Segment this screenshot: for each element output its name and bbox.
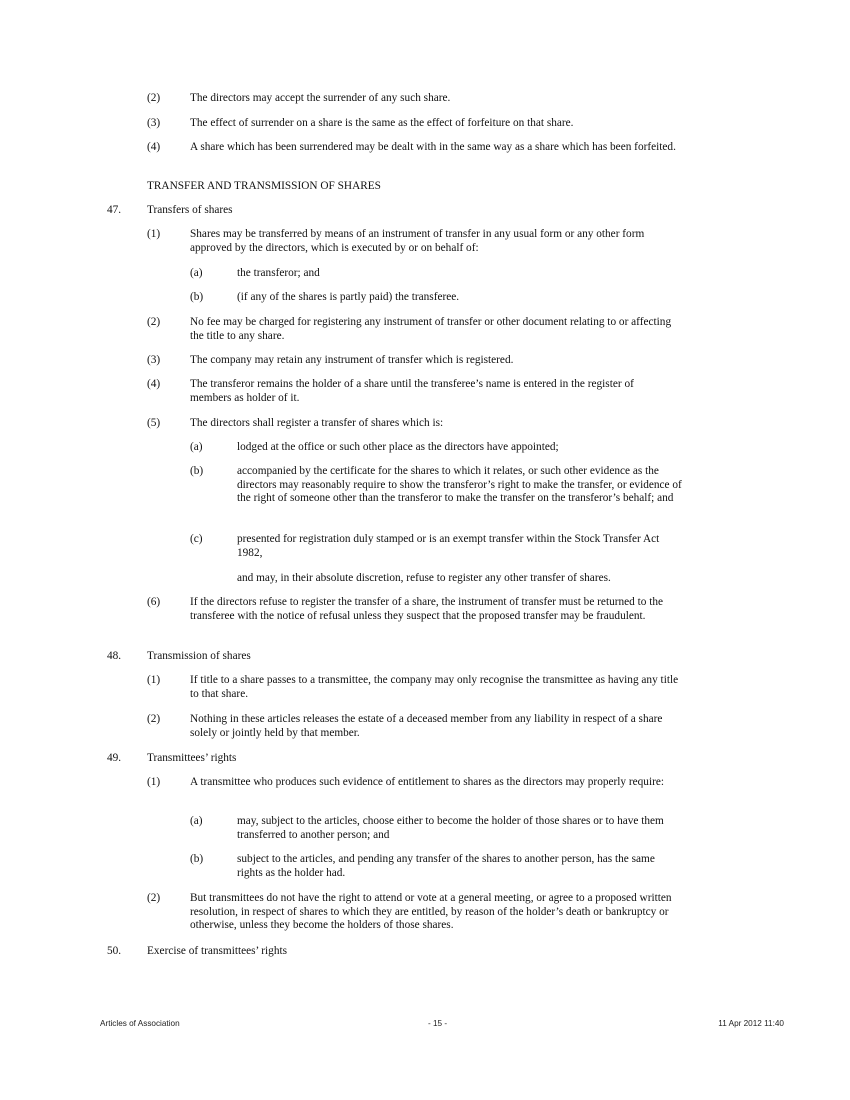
article-title: Transmittees’ rights [147,752,237,764]
clause-text: A share which has been surrendered may be dealt with in the same way as a share which has been forfeited. [190,141,676,153]
clause-number: (1) [147,228,161,240]
clause-number: (1) [147,674,161,686]
clause-continuation: and may, in their absolute discretion, refuse to register any other transfer of shares. [237,572,611,584]
subclause-text: lodged at the office or such other place as the directors have appointed; [237,441,559,453]
clause-text: If the directors refuse to register the transfer of a share, the instrument of transfer must be returned to the transferee with the notice of refusal unless they suspect that the proposed transfer may be fraudulent. [190,596,664,622]
subclause-letter: (c) [190,533,203,545]
article-title: Transmission of shares [147,650,251,662]
subclause-text: (if any of the shares is partly paid) the transferee. [237,291,460,303]
subclause-text: subject to the articles, and pending any transfer of the shares to another person, has the same rights as the holder had. [237,853,655,879]
clause-number: (2) [147,92,161,104]
footer-document-title: Articles of Association [100,1019,180,1028]
clause-text: The directors may accept the surrender of any such share. [190,92,451,104]
clause-number: (2) [147,316,161,328]
clause-number: (2) [147,713,161,725]
subclause-letter: (a) [190,441,203,453]
clause-number: (4) [147,378,161,390]
footer-page-number: - 15 - [428,1019,448,1028]
clause-number: (1) [147,776,161,788]
article-number: 47. [107,204,122,216]
clause-text: Nothing in these articles releases the estate of a deceased member from any liability in respect of a share solely or jointly held by that member. [190,713,663,739]
subclause-letter: (b) [190,853,204,865]
clause-number: (3) [147,354,161,366]
clause-number: (3) [147,117,161,129]
clause-text: Shares may be transferred by means of an instrument of transfer in any usual form or any other form approved by the directors, which is executed by or on behalf of: [190,228,645,254]
clause-text: The transferor remains the holder of a share until the transferee’s name is entered in the register of members as holder of it. [190,378,634,404]
footer-timestamp: 11 Apr 2012 11:40 [718,1019,784,1028]
subclause-text: the transferor; and [237,267,320,279]
clause-text: A transmittee who produces such evidence of entitlement to shares as the directors may properly require: [190,776,665,788]
clause-text: The effect of surrender on a share is the same as the effect of forfeiture on that share. [190,117,574,129]
subclause-letter: (b) [190,465,204,477]
section-heading: TRANSFER AND TRANSMISSION OF SHARES [147,180,381,192]
clause-number: (6) [147,596,161,608]
subclause-text: accompanied by the certificate for the shares to which it relates, or such other evidence as the directors may reasonably require to show the transferor’s right to make the transfer, or evidence of the right of someone other than the transferor to make the transfer on the transferor’s behalf; and [237,465,682,504]
subclause-letter: (a) [190,815,203,827]
clause-text: No fee may be charged for registering any instrument of transfer or other document relating to or affecting the title to any share. [190,316,672,342]
article-number: 48. [107,650,122,662]
subclause-text: presented for registration duly stamped or is an exempt transfer within the Stock Transfer Act 1982, [237,533,660,559]
clause-number: (2) [147,892,161,904]
clause-text: But transmittees do not have the right to attend or vote at a general meeting, or agree to a proposed written resolution, in respect of shares to which they are entitled, by reason of the holder’s death or bankruptcy or otherwise, unless they become the holders of those shares. [190,892,672,931]
subclause-letter: (b) [190,291,204,303]
clause-text: The company may retain any instrument of transfer which is registered. [190,354,514,366]
subclause-letter: (a) [190,267,203,279]
article-title: Exercise of transmittees’ rights [147,945,288,957]
clause-number: (4) [147,141,161,153]
clause-text: The directors shall register a transfer of shares which is: [190,417,444,429]
article-number: 50. [107,945,122,957]
clause-text: If title to a share passes to a transmittee, the company may only recognise the transmittee as having any title to that share. [190,674,679,700]
subclause-text: may, subject to the articles, choose either to become the holder of those shares or to have them transferred to another person; and [237,815,664,841]
clause-number: (5) [147,417,161,429]
article-number: 49. [107,752,122,764]
article-title: Transfers of shares [147,204,233,216]
